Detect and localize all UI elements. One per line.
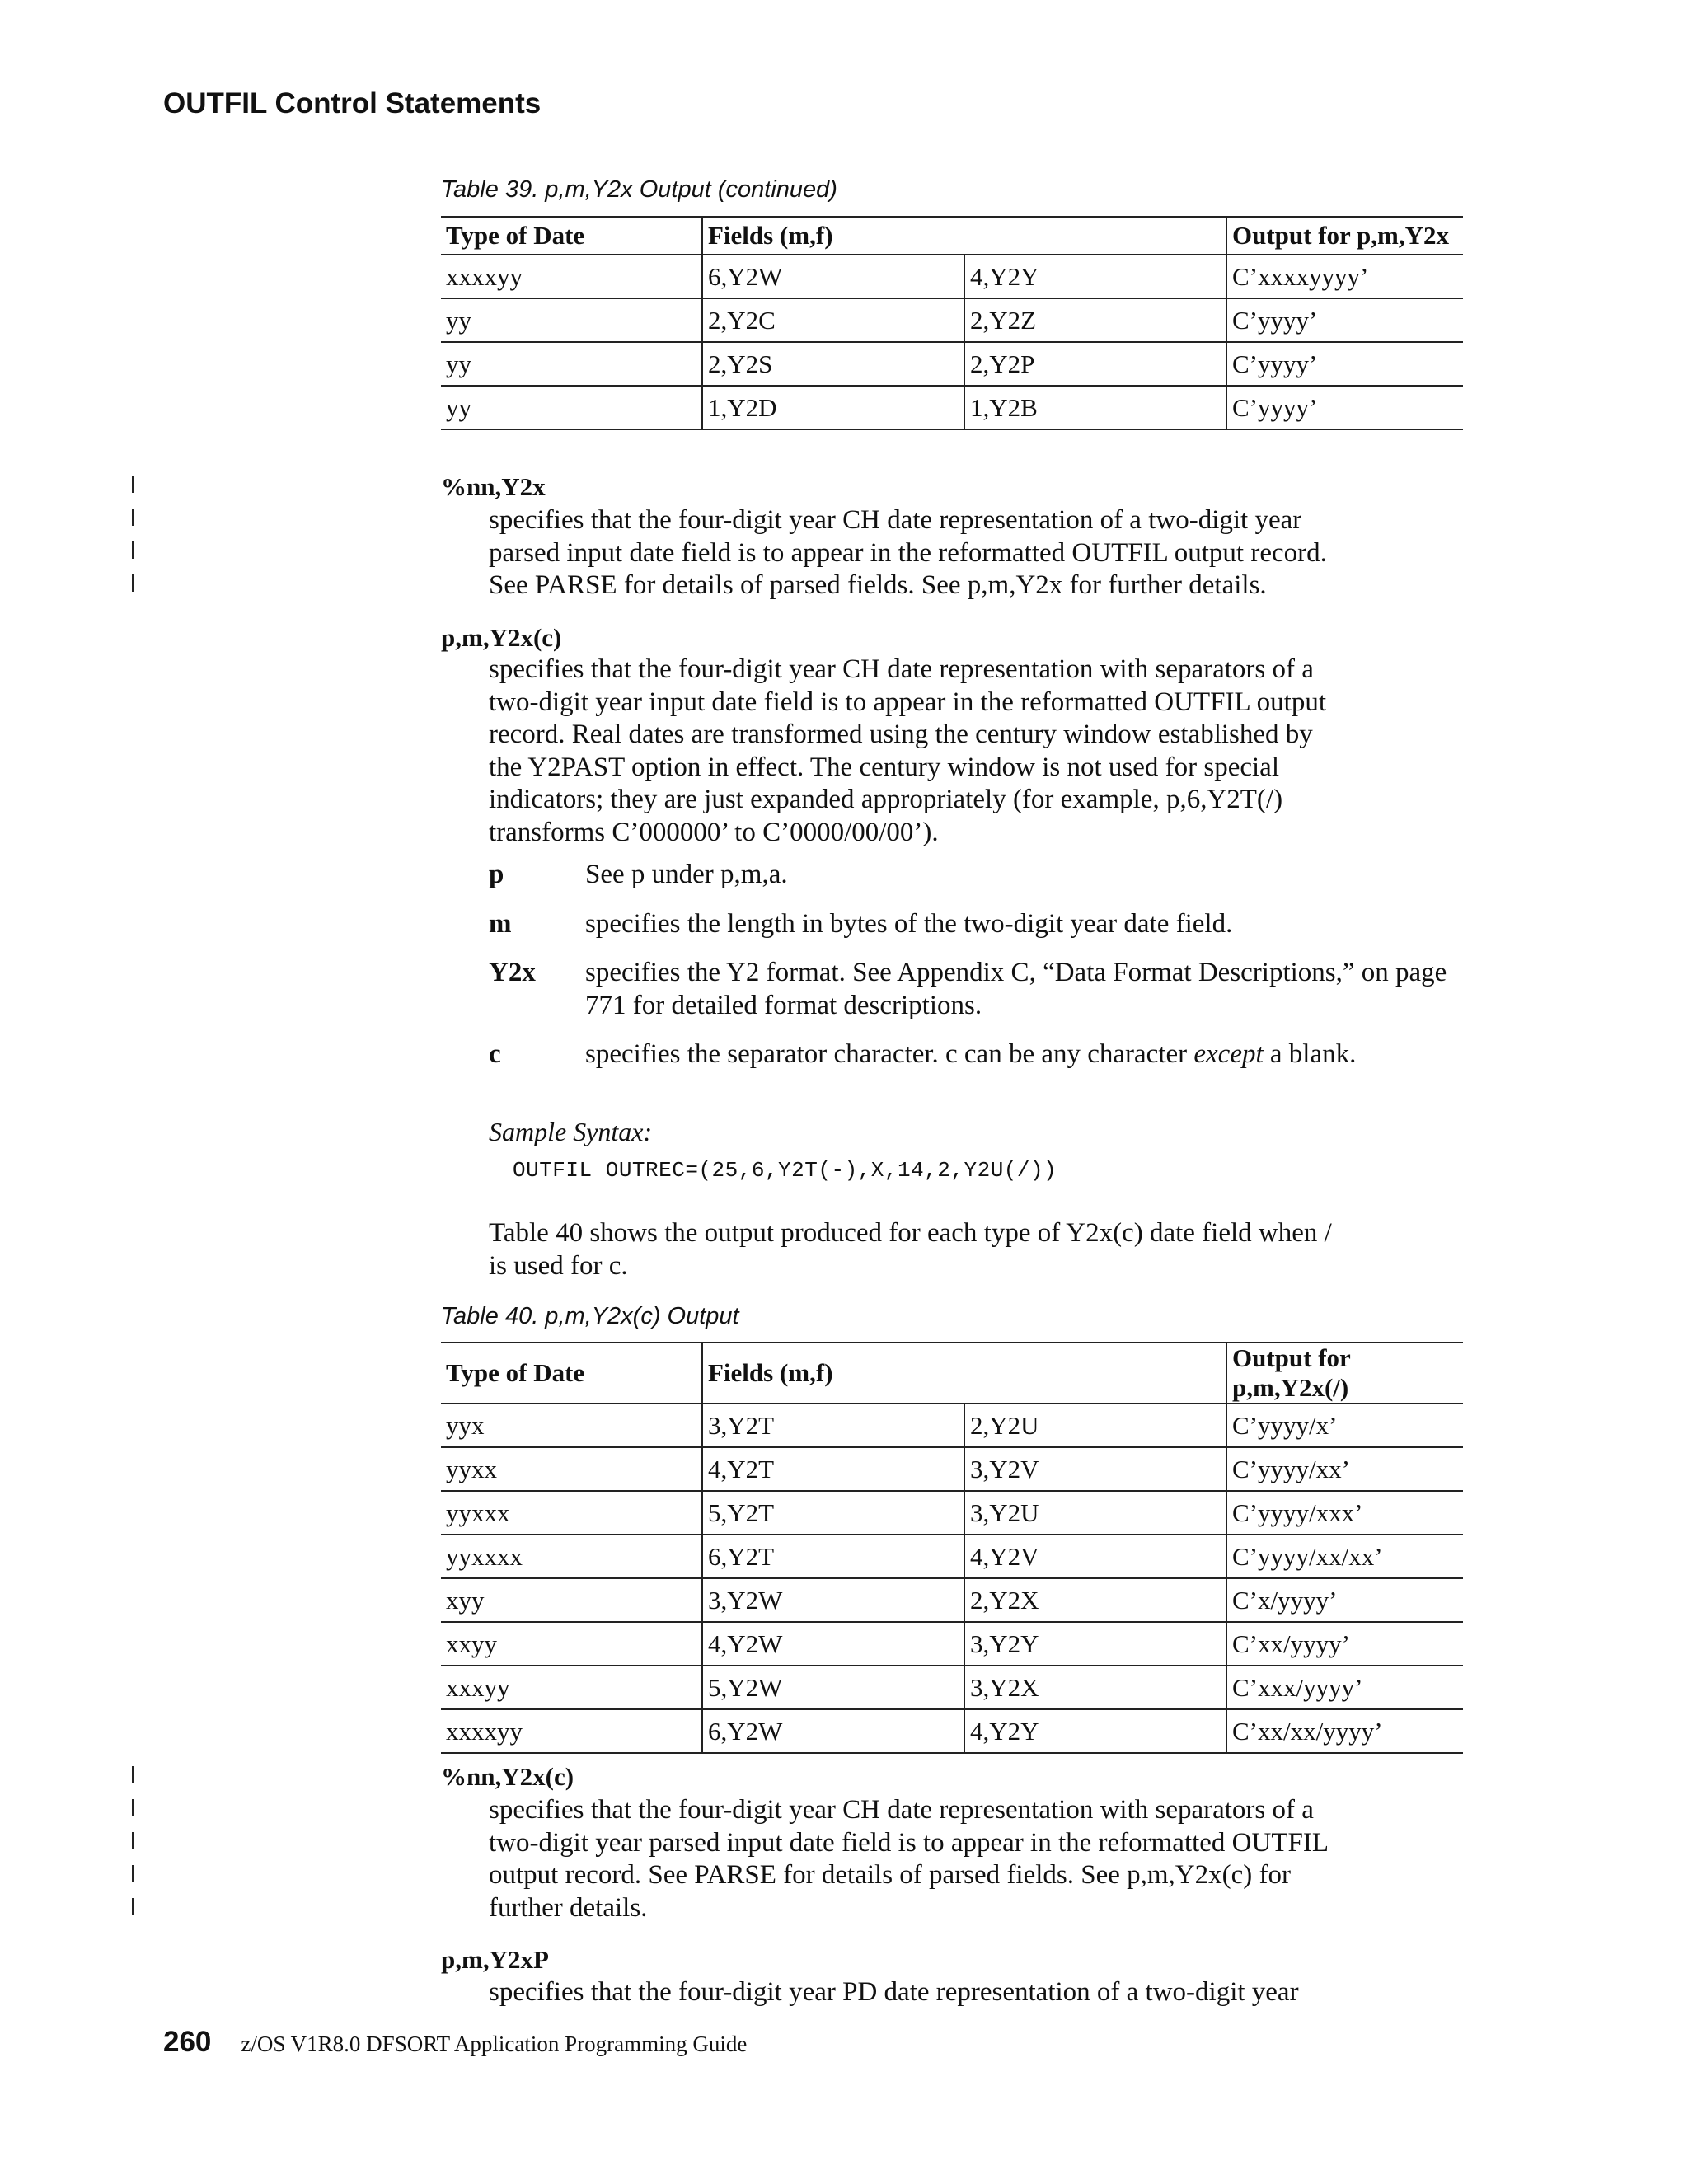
table-header-row <box>441 217 1463 255</box>
table-cell: xxxxyy <box>441 1709 702 1753</box>
table-cell: xxxxyy <box>441 255 702 298</box>
table-cell: C’yyyy’ <box>1226 298 1463 342</box>
table-40-caption: Table 40. p,m,Y2x(c) Output <box>441 1303 739 1329</box>
table-cell: C’yyyy/xx’ <box>1226 1447 1463 1491</box>
table-cell: 3,Y2T <box>702 1404 964 1447</box>
book-title: z/OS V1R8.0 DFSORT Application Programming Guide <box>241 2032 748 2056</box>
text-line: two-digit year parsed input date field is to appear in the reformatted OUTFIL <box>489 1827 1329 1858</box>
table-cell: yy <box>441 386 702 429</box>
table-cell: 3,Y2V <box>964 1447 1226 1491</box>
table-row <box>441 1491 1463 1535</box>
table-cell: yy <box>441 342 702 386</box>
definition-term: c <box>489 1039 501 1069</box>
text-line: is used for c. <box>489 1250 628 1281</box>
table-cell: 3,Y2U <box>964 1491 1226 1535</box>
table-cell: C’xxx/yyyy’ <box>1226 1666 1463 1709</box>
text-line: specifies that the four-digit year CH date representation of a two-digit year <box>489 505 1302 535</box>
table-cell: 4,Y2Y <box>964 255 1226 298</box>
table-cell: C’xx/yyyy’ <box>1226 1622 1463 1666</box>
table-40 <box>441 1342 1463 1754</box>
text-run: a blank. <box>1263 1039 1357 1069</box>
table-row <box>441 1622 1463 1666</box>
change-bar <box>132 509 134 526</box>
table-cell: 2,Y2S <box>702 342 964 386</box>
column-header: Type of Date <box>441 1343 702 1404</box>
table-row <box>441 1404 1463 1447</box>
table-cell: 2,Y2X <box>964 1578 1226 1622</box>
table-cell: xxxyy <box>441 1666 702 1709</box>
table-header-row <box>441 1343 1463 1404</box>
sample-code: OUTFIL OUTREC=(25,6,Y2T(-),X,14,2,Y2U(/)) <box>513 1158 1057 1183</box>
text-line: further details. <box>489 1892 648 1923</box>
description-pm-y2xc <box>489 654 1470 849</box>
term-nn-y2x: %nn,Y2x <box>441 472 546 501</box>
table-cell: 1,Y2B <box>964 386 1226 429</box>
table-cell: 6,Y2W <box>702 1709 964 1753</box>
table-row <box>441 1535 1463 1578</box>
text-line: record. Real dates are transformed using the century window established by <box>489 719 1313 749</box>
description-nn-y2xc <box>489 1794 1470 1924</box>
change-bar <box>132 1799 134 1816</box>
column-header: Type of Date <box>441 217 702 255</box>
text-run: specifies the separator character. c can be any character <box>585 1039 1194 1069</box>
parameter-definitions <box>489 859 1470 1088</box>
table-cell: 3,Y2W <box>702 1578 964 1622</box>
table-cell: C’yyyy/xxx’ <box>1226 1491 1463 1535</box>
definition-m <box>489 908 1470 941</box>
definition-p <box>489 859 1470 892</box>
table-cell: C’xx/xx/yyyy’ <box>1226 1709 1463 1753</box>
table-cell: 2,Y2Z <box>964 298 1226 342</box>
text-line: transforms C’000000’ to C’0000/00/00’). <box>489 817 939 847</box>
text-line: indicators; they are just expanded appropriately (for example, p,6,Y2T(/) <box>489 785 1283 814</box>
text-line: output record. See PARSE for details of parsed fields. See p,m,Y2x(c) for <box>489 1860 1291 1890</box>
table-row <box>441 255 1463 298</box>
table-row <box>441 386 1463 429</box>
text-line: specifies that the four-digit year CH date representation with separators of a <box>489 1795 1314 1825</box>
table-39 <box>441 216 1463 430</box>
table-cell: yyxx <box>441 1447 702 1491</box>
definition-text: specifies the length in bytes of the two-digit year date field. <box>585 908 1233 939</box>
table-row <box>441 342 1463 386</box>
running-head: OUTFIL Control Statements <box>163 87 542 120</box>
definition-text: specifies the Y2 format. See Appendix C, “Data Format Descriptions,” on page 771 for detailed format descriptions. <box>585 958 1447 1020</box>
table-cell: xyy <box>441 1578 702 1622</box>
change-bar <box>132 1865 134 1882</box>
change-bar <box>132 541 134 559</box>
table-cell: yy <box>441 298 702 342</box>
description-nn-y2x <box>489 504 1470 602</box>
sample-syntax-label: Sample Syntax: <box>489 1117 653 1146</box>
table-cell: C’yyyy/x’ <box>1226 1404 1463 1447</box>
table-row <box>441 1666 1463 1709</box>
table-cell: 3,Y2X <box>964 1666 1226 1709</box>
term-nn-y2xc: %nn,Y2x(c) <box>441 1762 574 1791</box>
change-bar <box>132 1766 134 1783</box>
table-row <box>441 298 1463 342</box>
table-cell: 4,Y2V <box>964 1535 1226 1578</box>
definition-term: Y2x <box>489 958 536 987</box>
table-cell: 2,Y2C <box>702 298 964 342</box>
column-header: Output for p,m,Y2x <box>1226 217 1463 255</box>
definition-text <box>585 1038 1470 1071</box>
table-cell: C’yyyy’ <box>1226 386 1463 429</box>
table-cell: C’yyyy’ <box>1226 342 1463 386</box>
text-line: parsed input date field is to appear in the reformatted OUTFIL output record. <box>489 537 1327 568</box>
table-row <box>441 1709 1463 1753</box>
table-cell: yyxxxx <box>441 1535 702 1578</box>
term-pm-y2xp: p,m,Y2xP <box>441 1945 549 1974</box>
table-cell: xxyy <box>441 1622 702 1666</box>
table-cell: 6,Y2T <box>702 1535 964 1578</box>
table-cell: 4,Y2Y <box>964 1709 1226 1753</box>
text-line: specifies that the four-digit year PD date representation of a two-digit year <box>489 1977 1299 2007</box>
text-line: See PARSE for details of parsed fields. See p,m,Y2x for further details. <box>489 570 1267 600</box>
table-cell: 4,Y2T <box>702 1447 964 1491</box>
page-number: 260 <box>163 2026 212 2058</box>
table-40-intro <box>489 1217 1470 1282</box>
change-bar <box>132 574 134 592</box>
table-cell: 4,Y2W <box>702 1622 964 1666</box>
table-cell: C’yyyy/xx/xx’ <box>1226 1535 1463 1578</box>
term-pm-y2xc: p,m,Y2x(c) <box>441 623 562 652</box>
table-cell: C’x/yyyy’ <box>1226 1578 1463 1622</box>
column-header: Fields (m,f) <box>702 1343 1226 1404</box>
table-row <box>441 1447 1463 1491</box>
table-cell: 3,Y2Y <box>964 1622 1226 1666</box>
table-39-caption: Table 39. p,m,Y2x Output (continued) <box>441 176 837 203</box>
description-pm-y2xp <box>489 1976 1470 2009</box>
definition-text: See p under p,m,a. <box>585 860 788 889</box>
page-footer <box>163 2026 747 2059</box>
change-bar <box>132 476 134 493</box>
text-line: Table 40 shows the output produced for each type of Y2x(c) date field when / <box>489 1218 1332 1248</box>
table-cell: 2,Y2P <box>964 342 1226 386</box>
table-cell: 5,Y2W <box>702 1666 964 1709</box>
column-header: Fields (m,f) <box>702 217 1226 255</box>
table-cell: C’xxxxyyyy’ <box>1226 255 1463 298</box>
definition-term: p <box>489 860 504 889</box>
text-line: the Y2PAST option in effect. The century window is not used for special <box>489 752 1279 782</box>
definition-term: m <box>489 908 512 939</box>
table-cell: 5,Y2T <box>702 1491 964 1535</box>
table-cell: 1,Y2D <box>702 386 964 429</box>
column-header: Output for p,m,Y2x(/) <box>1226 1343 1463 1404</box>
table-cell: 6,Y2W <box>702 255 964 298</box>
table-cell: yyx <box>441 1404 702 1447</box>
text-line: specifies that the four-digit year CH date representation with separators of a <box>489 654 1314 684</box>
definition-c <box>489 1038 1470 1071</box>
table-row <box>441 1578 1463 1622</box>
table-cell: 2,Y2U <box>964 1404 1226 1447</box>
definition-y2x <box>489 957 1470 1022</box>
change-bar <box>132 1898 134 1915</box>
change-bar <box>132 1832 134 1849</box>
table-cell: yyxxx <box>441 1491 702 1535</box>
emphasis-text: except <box>1193 1039 1264 1069</box>
text-line: two-digit year input date field is to appear in the reformatted OUTFIL output <box>489 687 1326 717</box>
